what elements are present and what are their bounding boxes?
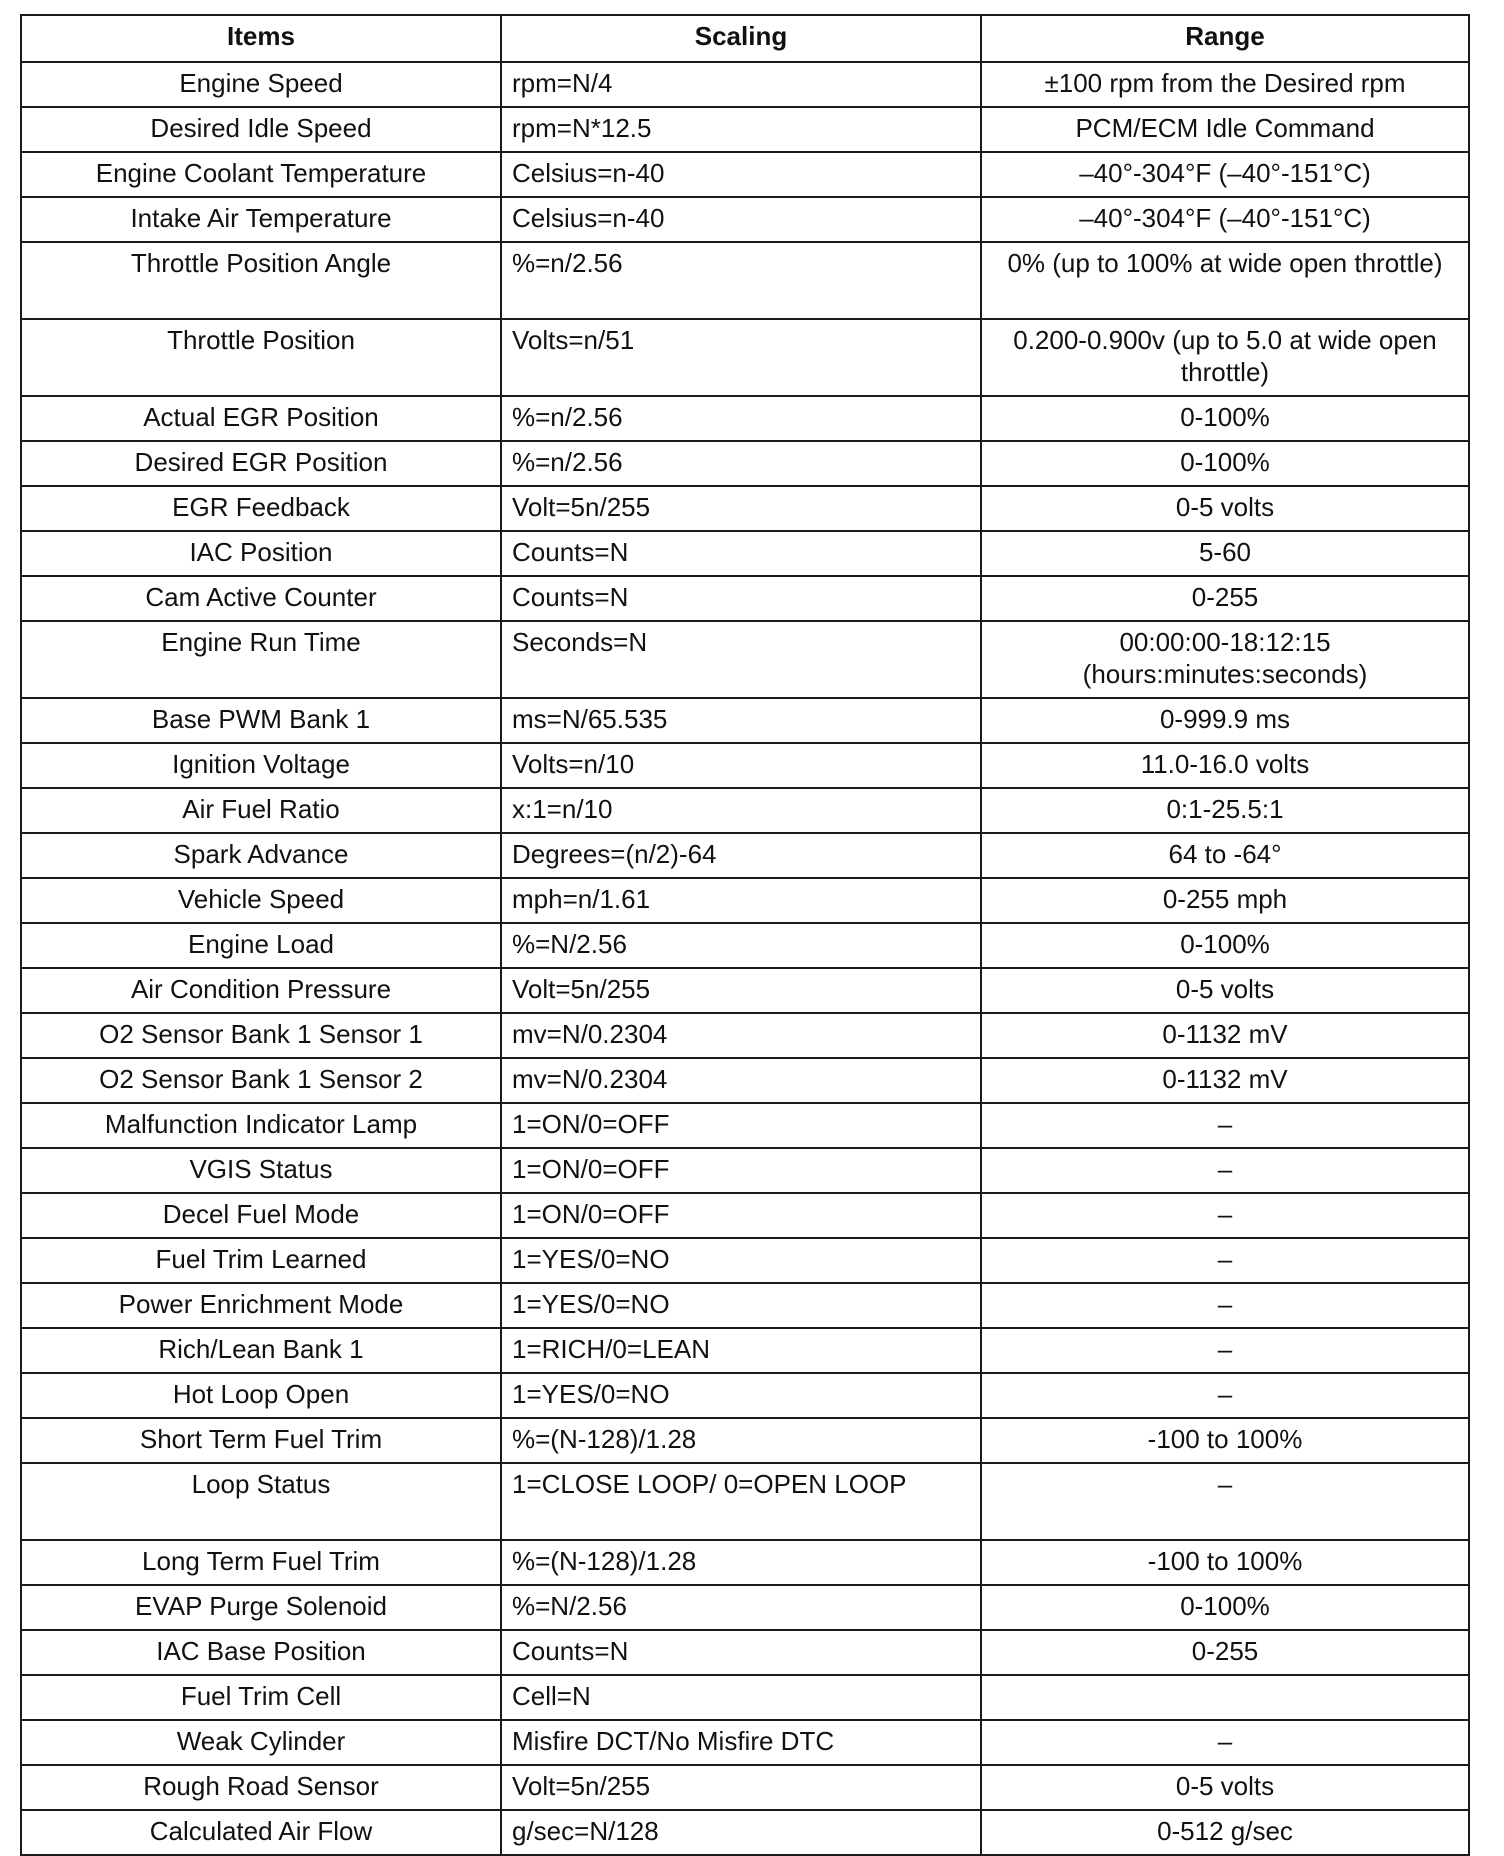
scaling-cell: Counts=N	[501, 1630, 981, 1675]
table-row	[21, 486, 1469, 531]
table-row	[21, 1810, 1469, 1855]
range-cell: 00:00:00-18:12:15 (hours:minutes:seconds)	[981, 621, 1469, 698]
range-cell: 0-1132 mV	[981, 1013, 1469, 1058]
table-body	[21, 62, 1469, 1855]
scaling-cell: Volt=5n/255	[501, 1765, 981, 1810]
table-row	[21, 107, 1469, 152]
table-row	[21, 1193, 1469, 1238]
item-cell: O2 Sensor Bank 1 Sensor 2	[21, 1058, 501, 1103]
range-cell: –	[981, 1193, 1469, 1238]
range-cell: –	[981, 1283, 1469, 1328]
table-row	[21, 1328, 1469, 1373]
range-cell: 11.0-16.0 volts	[981, 743, 1469, 788]
table-row	[21, 1675, 1469, 1720]
item-cell: Decel Fuel Mode	[21, 1193, 501, 1238]
scaling-cell: %=(N-128)/1.28	[501, 1418, 981, 1463]
range-cell: –	[981, 1103, 1469, 1148]
table-row	[21, 62, 1469, 107]
item-cell: EVAP Purge Solenoid	[21, 1585, 501, 1630]
item-cell: Cam Active Counter	[21, 576, 501, 621]
item-cell: O2 Sensor Bank 1 Sensor 1	[21, 1013, 501, 1058]
range-cell	[981, 1675, 1469, 1720]
scaling-cell: %=n/2.56	[501, 242, 981, 319]
item-cell: Desired Idle Speed	[21, 107, 501, 152]
scaling-cell: Cell=N	[501, 1675, 981, 1720]
item-cell: Spark Advance	[21, 833, 501, 878]
item-cell: IAC Base Position	[21, 1630, 501, 1675]
range-cell: –	[981, 1238, 1469, 1283]
range-cell: -100 to 100%	[981, 1418, 1469, 1463]
table-row	[21, 1630, 1469, 1675]
item-cell: IAC Position	[21, 531, 501, 576]
scaling-cell: Volts=n/51	[501, 319, 981, 396]
table-row	[21, 242, 1469, 319]
item-cell: Actual EGR Position	[21, 396, 501, 441]
table-row	[21, 698, 1469, 743]
scaling-cell: %=N/2.56	[501, 1585, 981, 1630]
item-cell: Air Condition Pressure	[21, 968, 501, 1013]
item-cell: VGIS Status	[21, 1148, 501, 1193]
scaling-cell: mph=n/1.61	[501, 878, 981, 923]
table-row	[21, 1373, 1469, 1418]
range-cell: -100 to 100%	[981, 1540, 1469, 1585]
range-cell: 5-60	[981, 531, 1469, 576]
table-header-row	[21, 15, 1469, 62]
range-cell: 64 to -64°	[981, 833, 1469, 878]
scaling-cell: Celsius=n-40	[501, 152, 981, 197]
header-scaling: Scaling	[501, 15, 981, 62]
range-cell: –	[981, 1463, 1469, 1540]
range-cell: 0-100%	[981, 923, 1469, 968]
item-cell: Base PWM Bank 1	[21, 698, 501, 743]
range-cell: 0-999.9 ms	[981, 698, 1469, 743]
scaling-cell: 1=ON/0=OFF	[501, 1193, 981, 1238]
scaling-cell: x:1=n/10	[501, 788, 981, 833]
range-cell: –	[981, 1373, 1469, 1418]
table-row	[21, 1720, 1469, 1765]
scaling-cell: Counts=N	[501, 531, 981, 576]
scaling-cell: Misfire DCT/No Misfire DTC	[501, 1720, 981, 1765]
item-cell: Long Term Fuel Trim	[21, 1540, 501, 1585]
table-row	[21, 1418, 1469, 1463]
table-row	[21, 1103, 1469, 1148]
scaling-cell: Volts=n/10	[501, 743, 981, 788]
range-cell: 0-100%	[981, 1585, 1469, 1630]
table-row	[21, 319, 1469, 396]
scaling-cell: ms=N/65.535	[501, 698, 981, 743]
range-cell: 0-5 volts	[981, 968, 1469, 1013]
item-cell: Air Fuel Ratio	[21, 788, 501, 833]
header-items: Items	[21, 15, 501, 62]
range-cell: –	[981, 1148, 1469, 1193]
table-row	[21, 1238, 1469, 1283]
range-cell: ±100 rpm from the Desired rpm	[981, 62, 1469, 107]
table-row	[21, 788, 1469, 833]
item-cell: Fuel Trim Cell	[21, 1675, 501, 1720]
item-cell: Malfunction Indicator Lamp	[21, 1103, 501, 1148]
item-cell: Engine Load	[21, 923, 501, 968]
item-cell: Rough Road Sensor	[21, 1765, 501, 1810]
item-cell: Power Enrichment Mode	[21, 1283, 501, 1328]
table-row	[21, 531, 1469, 576]
table-row	[21, 621, 1469, 698]
item-cell: Calculated Air Flow	[21, 1810, 501, 1855]
range-cell: 0-255	[981, 1630, 1469, 1675]
item-cell: Throttle Position	[21, 319, 501, 396]
item-cell: Short Term Fuel Trim	[21, 1418, 501, 1463]
table-row	[21, 1585, 1469, 1630]
item-cell: Fuel Trim Learned	[21, 1238, 501, 1283]
table-row	[21, 1540, 1469, 1585]
scaling-cell: rpm=N/4	[501, 62, 981, 107]
scaling-cell: mv=N/0.2304	[501, 1058, 981, 1103]
range-cell: 0-5 volts	[981, 1765, 1469, 1810]
scaling-cell: %=(N-128)/1.28	[501, 1540, 981, 1585]
scaling-cell: Degrees=(n/2)-64	[501, 833, 981, 878]
table-row	[21, 1283, 1469, 1328]
table-row	[21, 968, 1469, 1013]
item-cell: Engine Speed	[21, 62, 501, 107]
header-range: Range	[981, 15, 1469, 62]
scaling-cell: Seconds=N	[501, 621, 981, 698]
range-cell: 0-100%	[981, 441, 1469, 486]
data-table-sheet	[20, 14, 1468, 1856]
item-cell: EGR Feedback	[21, 486, 501, 531]
scaling-cell: g/sec=N/128	[501, 1810, 981, 1855]
item-cell: Rich/Lean Bank 1	[21, 1328, 501, 1373]
range-cell: 0-512 g/sec	[981, 1810, 1469, 1855]
range-cell: –	[981, 1720, 1469, 1765]
scaling-cell: Counts=N	[501, 576, 981, 621]
scaling-cell: Volt=5n/255	[501, 486, 981, 531]
item-cell: Desired EGR Position	[21, 441, 501, 486]
table-row	[21, 923, 1469, 968]
table-row	[21, 833, 1469, 878]
item-cell: Hot Loop Open	[21, 1373, 501, 1418]
table-row	[21, 743, 1469, 788]
range-cell: 0-255	[981, 576, 1469, 621]
range-cell: 0-100%	[981, 396, 1469, 441]
scaling-cell: 1=RICH/0=LEAN	[501, 1328, 981, 1373]
item-cell: Weak Cylinder	[21, 1720, 501, 1765]
range-cell: 0.200-0.900v (up to 5.0 at wide open throttle)	[981, 319, 1469, 396]
table-row	[21, 1765, 1469, 1810]
item-cell: Intake Air Temperature	[21, 197, 501, 242]
table-row	[21, 396, 1469, 441]
scaling-cell: Celsius=n-40	[501, 197, 981, 242]
range-cell: 0:1-25.5:1	[981, 788, 1469, 833]
range-cell: PCM/ECM Idle Command	[981, 107, 1469, 152]
range-cell: 0% (up to 100% at wide open throttle)	[981, 242, 1469, 319]
table-row	[21, 1058, 1469, 1103]
scaling-cell: 1=CLOSE LOOP/ 0=OPEN LOOP	[501, 1463, 981, 1540]
scaling-cell: rpm=N*12.5	[501, 107, 981, 152]
item-cell: Engine Run Time	[21, 621, 501, 698]
range-cell: 0-1132 mV	[981, 1058, 1469, 1103]
table-row	[21, 878, 1469, 923]
scaling-cell: 1=YES/0=NO	[501, 1238, 981, 1283]
scaling-cell: %=N/2.56	[501, 923, 981, 968]
table-row	[21, 1013, 1469, 1058]
scaling-cell: mv=N/0.2304	[501, 1013, 981, 1058]
item-cell: Engine Coolant Temperature	[21, 152, 501, 197]
range-cell: 0-5 volts	[981, 486, 1469, 531]
item-cell: Ignition Voltage	[21, 743, 501, 788]
scaling-cell: 1=YES/0=NO	[501, 1373, 981, 1418]
table-row	[21, 1148, 1469, 1193]
table-row	[21, 1463, 1469, 1540]
item-cell: Loop Status	[21, 1463, 501, 1540]
scan-data-table	[20, 14, 1470, 1856]
item-cell: Throttle Position Angle	[21, 242, 501, 319]
range-cell: –40°-304°F (–40°-151°C)	[981, 152, 1469, 197]
table-row	[21, 576, 1469, 621]
scaling-cell: 1=YES/0=NO	[501, 1283, 981, 1328]
range-cell: –	[981, 1328, 1469, 1373]
scaling-cell: 1=ON/0=OFF	[501, 1103, 981, 1148]
table-row	[21, 197, 1469, 242]
scaling-cell: 1=ON/0=OFF	[501, 1148, 981, 1193]
range-cell: 0-255 mph	[981, 878, 1469, 923]
scaling-cell: %=n/2.56	[501, 396, 981, 441]
scaling-cell: Volt=5n/255	[501, 968, 981, 1013]
table-row	[21, 441, 1469, 486]
item-cell: Vehicle Speed	[21, 878, 501, 923]
range-cell: –40°-304°F (–40°-151°C)	[981, 197, 1469, 242]
scaling-cell: %=n/2.56	[501, 441, 981, 486]
table-row	[21, 152, 1469, 197]
